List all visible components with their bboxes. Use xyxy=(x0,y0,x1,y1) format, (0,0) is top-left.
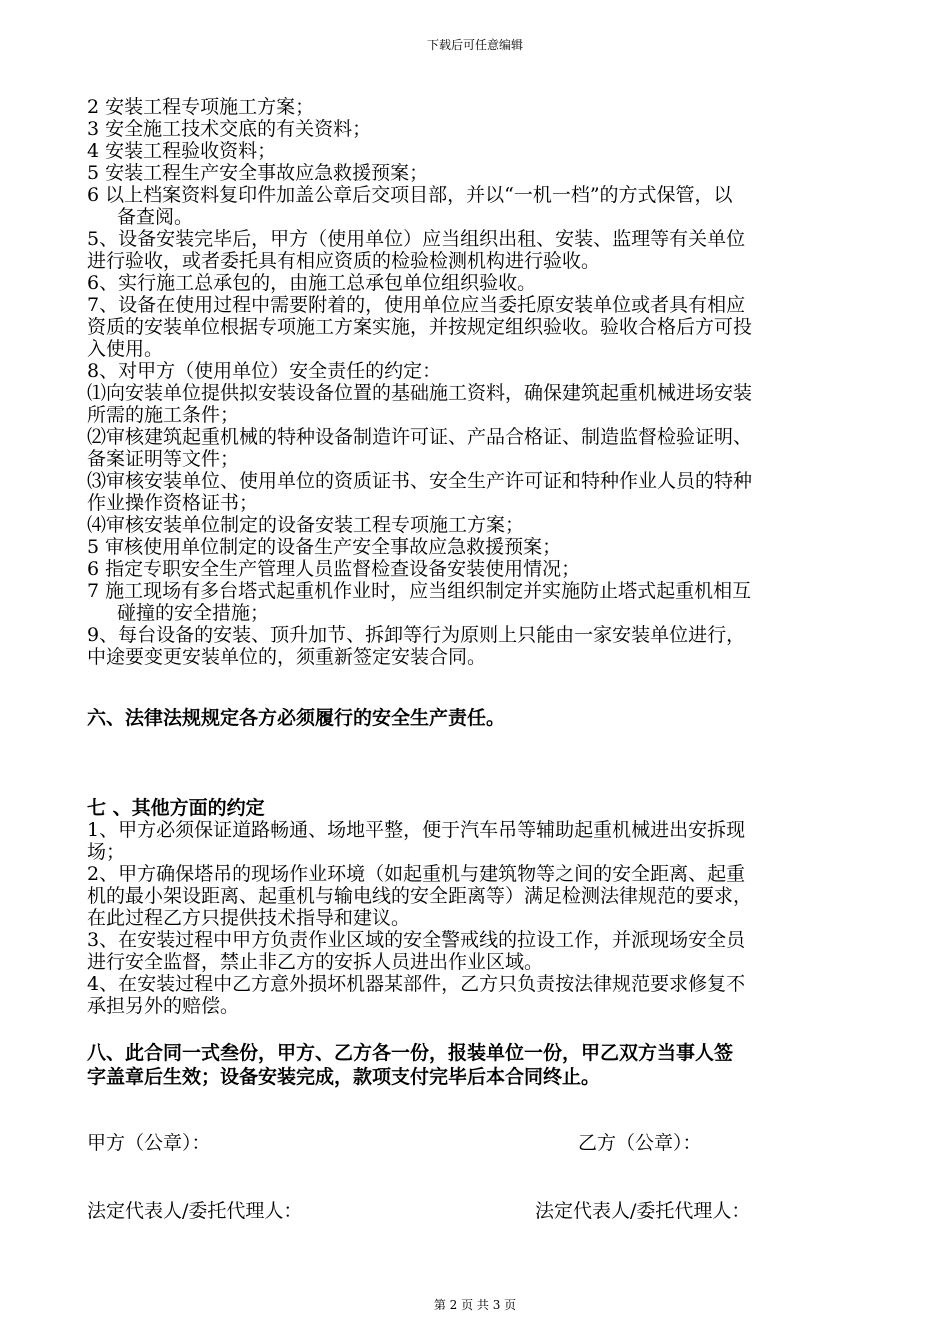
text-line: 1、甲方必须保证道路畅通、场地平整，便于汽车吊等辅助起重机械进出安拆现 xyxy=(87,819,746,841)
section-7-heading: 七 、其他方面的约定 xyxy=(87,797,265,819)
text-line: 5 审核使用单位制定的设备生产安全事故应急救援预案； xyxy=(87,536,562,558)
text-line: 所需的施工条件； xyxy=(87,404,240,426)
text-line: ⑵审核建筑起重机械的特种设备制造许可证、产品合格证、制造监督检验证明、 xyxy=(87,426,753,448)
section-8 xyxy=(87,1041,887,1089)
text-line: 4、在安装过程中乙方意外损坏机器某部件，乙方只负责按法律规范要求修复不 xyxy=(87,973,746,995)
text-line: 入使用。 xyxy=(87,338,164,360)
text-line: 7 施工现场有多台塔式起重机作业时，应当组织制定并实施防止塔式起重机相互 xyxy=(87,580,752,602)
page-number: 第 2 页 共 3 页 xyxy=(433,1298,517,1312)
party-b-representative-label: 法定代表人/委托代理人： xyxy=(535,1200,751,1222)
text-line: 碰撞的安全措施； xyxy=(117,602,270,624)
text-line: ⑴向安装单位提供拟安装设备位置的基础施工资料，确保建筑起重机械进场安装 xyxy=(87,382,753,404)
text-line: ⑶审核安装单位、使用单位的资质证书、安全生产许可证和特种作业人员的特种 xyxy=(87,470,753,492)
party-a-seal-label: 甲方（公章）： xyxy=(87,1132,211,1154)
page-header: 下载后可任意编辑 xyxy=(426,38,523,52)
text-line: 进行验收，或者委托具有相应资质的检验检测机构进行验收。 xyxy=(87,250,601,272)
text-line: 6 以上档案资料复印件加盖公章后交项目部，并以“一机一档”的方式保管，以 xyxy=(87,184,733,206)
text-line: 6 指定专职安全生产管理人员监督检查设备安装使用情况； xyxy=(87,558,581,580)
text-line: 6、实行施工总承包的，由施工总承包单位组织验收。 xyxy=(87,272,537,294)
text-line: 机的最小架设距离、起重机与输电线的安全距离等）满足检测法律规范的要求， xyxy=(87,885,753,907)
section-8-line: 八、此合同一式叁份，甲方、乙方各一份，报装单位一份，甲乙双方当事人签 xyxy=(87,1042,734,1064)
text-line: 备案证明等文件； xyxy=(87,448,240,470)
text-line: 中途要变更安装单位的，须重新签定安装合同。 xyxy=(87,646,487,668)
text-line: 3 安全施工技术交底的有关资料； xyxy=(87,118,372,140)
text-line: 进行安全监督，禁止非乙方的安拆人员进出作业区域。 xyxy=(87,951,544,973)
text-line: 在此过程乙方只提供技术指导和建议。 xyxy=(87,907,411,929)
text-line: 9、每台设备的安装、顶升加节、拆卸等行为原则上只能由一家安装单位进行， xyxy=(87,624,746,646)
text-line: 资质的安装单位根据专项施工方案实施，并按规定组织验收。验收合格后方可投 xyxy=(87,316,753,338)
text-line: 3、在安装过程中甲方负责作业区域的安全警戒线的拉设工作，并派现场安全员 xyxy=(87,929,746,951)
clause-list-2 xyxy=(87,819,887,1017)
text-line: 5、设备安装完毕后，甲方（使用单位）应当组织出租、安装、监理等有关单位 xyxy=(87,228,746,250)
text-line: 作业操作资格证书； xyxy=(87,492,259,514)
text-line: 5 安装工程生产安全事故应急救援预案； xyxy=(87,162,429,184)
text-line: 7、设备在使用过程中需要附着的，使用单位应当委托原安装单位或者具有相应 xyxy=(87,294,746,316)
section-6-heading: 六、法律法规规定各方必须履行的安全生产责任。 xyxy=(87,707,506,729)
text-line: 备查阅。 xyxy=(117,206,194,228)
text-line: 2、甲方确保塔吊的现场作业环境（如起重机与建筑物等之间的安全距离、起重 xyxy=(87,863,746,885)
text-line: 场； xyxy=(87,841,126,863)
text-line: 4 安装工程验收资料； xyxy=(87,140,277,162)
text-line: 承担另外的赔偿。 xyxy=(87,995,240,1017)
section-8-line: 字盖章后生效；设备安装完成，款项支付完毕后本合同终止。 xyxy=(87,1066,601,1088)
text-line: 8、对甲方（使用单位）安全责任的约定： xyxy=(87,360,442,382)
clause-list-1 xyxy=(87,96,887,668)
party-a-representative-label: 法定代表人/委托代理人： xyxy=(87,1200,303,1222)
text-line: 2 安装工程专项施工方案； xyxy=(87,96,315,118)
text-line: ⑷审核安装单位制定的设备安装工程专项施工方案； xyxy=(87,514,525,536)
party-b-seal-label: 乙方（公章）： xyxy=(578,1132,702,1154)
